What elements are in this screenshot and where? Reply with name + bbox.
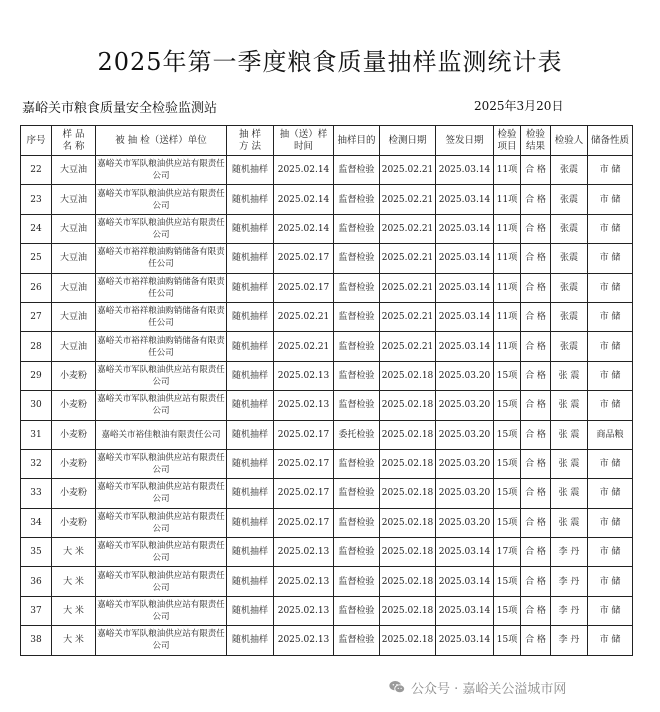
seq-cell: 37 [21, 596, 52, 625]
storage-cell: 市 储 [588, 332, 633, 361]
table-row [21, 596, 633, 625]
items-cell: 11项 [494, 214, 521, 243]
storage-cell: 市 储 [588, 508, 633, 537]
sample-time-cell: 2025.02.21 [274, 302, 334, 331]
purpose-cell: 监督检验 [334, 449, 380, 478]
wechat-icon [388, 678, 406, 696]
method-cell: 随机抽样 [227, 214, 274, 243]
test-date-cell: 2025.02.21 [380, 273, 436, 302]
result-cell: 合 格 [521, 538, 551, 567]
purpose-cell: 委托检验 [334, 420, 380, 449]
result-cell: 合 格 [521, 273, 551, 302]
purpose-cell: 监督检验 [334, 302, 380, 331]
result-cell: 合 格 [521, 626, 551, 655]
inspector-cell: 张震 [551, 244, 588, 273]
purpose-cell: 监督检验 [334, 479, 380, 508]
unit-cell: 嘉峪关市军队粮油供应站有限责任公司 [96, 538, 227, 567]
sample-time-cell: 2025.02.13 [274, 596, 334, 625]
method-cell: 随机抽样 [227, 449, 274, 478]
header-product [52, 126, 96, 156]
issue-date-cell: 2025.03.14 [436, 244, 494, 273]
product-cell: 小麦粉 [52, 479, 96, 508]
storage-cell: 市 储 [588, 185, 633, 214]
result-cell: 合 格 [521, 156, 551, 185]
table-row [21, 479, 633, 508]
header-method-line1: 抽 样 [238, 128, 262, 140]
inspector-cell: 张 震 [551, 449, 588, 478]
table-row [21, 273, 633, 302]
inspector-cell: 张 震 [551, 479, 588, 508]
product-cell: 大豆油 [52, 332, 96, 361]
items-cell: 15项 [494, 479, 521, 508]
header-inspector: 检验人 [551, 126, 588, 156]
sample-time-cell: 2025.02.14 [274, 214, 334, 243]
product-cell: 大豆油 [52, 302, 96, 331]
issue-date-cell: 2025.03.20 [436, 420, 494, 449]
unit-cell: 嘉峪关市裕祥粮油购销储备有限责任公司 [96, 332, 227, 361]
seq-cell: 24 [21, 214, 52, 243]
sample-time-cell: 2025.02.13 [274, 538, 334, 567]
product-cell: 大豆油 [52, 185, 96, 214]
page-title: 2025年第一季度粮食质量抽样监测统计表 [97, 48, 563, 76]
seq-cell: 33 [21, 479, 52, 508]
issue-date-cell: 2025.03.14 [436, 273, 494, 302]
unit-cell: 嘉峪关市军队粮油供应站有限责任公司 [96, 449, 227, 478]
unit-cell: 嘉峪关市军队粮油供应站有限责任公司 [96, 508, 227, 537]
storage-cell: 市 储 [588, 449, 633, 478]
test-date-cell: 2025.02.18 [380, 626, 436, 655]
items-cell: 11项 [494, 273, 521, 302]
table-row [21, 626, 633, 655]
method-cell: 随机抽样 [227, 626, 274, 655]
organization-name: 嘉峪关市粮食质量安全检验监测站 [22, 101, 218, 116]
method-cell: 随机抽样 [227, 302, 274, 331]
inspector-cell: 张 震 [551, 391, 588, 420]
header-result [521, 126, 551, 156]
method-cell: 随机抽样 [227, 538, 274, 567]
storage-cell: 市 储 [588, 567, 633, 596]
items-cell: 11项 [494, 156, 521, 185]
items-cell: 15项 [494, 420, 521, 449]
test-date-cell: 2025.02.18 [380, 449, 436, 478]
storage-cell: 市 储 [588, 596, 633, 625]
inspector-cell: 张震 [551, 273, 588, 302]
product-cell: 大豆油 [52, 156, 96, 185]
purpose-cell: 监督检验 [334, 361, 380, 390]
test-date-cell: 2025.02.18 [380, 420, 436, 449]
sample-time-cell: 2025.02.17 [274, 449, 334, 478]
header-time-line1: 抽（送）样 [279, 128, 328, 140]
method-cell: 随机抽样 [227, 273, 274, 302]
inspector-cell: 张 震 [551, 361, 588, 390]
table-row [21, 361, 633, 390]
method-cell: 随机抽样 [227, 391, 274, 420]
table-row [21, 185, 633, 214]
table-row [21, 156, 633, 185]
purpose-cell: 监督检验 [334, 567, 380, 596]
inspector-cell: 张 震 [551, 420, 588, 449]
storage-cell: 市 储 [588, 302, 633, 331]
header-sample-time [274, 126, 334, 156]
table-row [21, 449, 633, 478]
method-cell: 随机抽样 [227, 156, 274, 185]
table-row [21, 567, 633, 596]
header-purpose: 抽样目的 [334, 126, 380, 156]
storage-cell: 商品粮 [588, 420, 633, 449]
header-product-line1: 样 品 [62, 128, 85, 140]
method-cell: 随机抽样 [227, 479, 274, 508]
items-cell: 15项 [494, 596, 521, 625]
unit-cell: 嘉峪关市军队粮油供应站有限责任公司 [96, 185, 227, 214]
issue-date-cell: 2025.03.14 [436, 185, 494, 214]
issue-date-cell: 2025.03.20 [436, 479, 494, 508]
items-cell: 15项 [494, 508, 521, 537]
method-cell: 随机抽样 [227, 244, 274, 273]
test-date-cell: 2025.02.18 [380, 361, 436, 390]
report-date: 2025年3月20日 [474, 99, 564, 113]
unit-cell: 嘉峪关市军队粮油供应站有限责任公司 [96, 479, 227, 508]
product-cell: 大豆油 [52, 244, 96, 273]
sample-time-cell: 2025.02.13 [274, 391, 334, 420]
seq-cell: 23 [21, 185, 52, 214]
product-cell: 大 米 [52, 626, 96, 655]
unit-cell: 嘉峪关市军队粮油供应站有限责任公司 [96, 361, 227, 390]
unit-cell: 嘉峪关市裕佳粮油有限责任公司 [96, 420, 227, 449]
issue-date-cell: 2025.03.14 [436, 332, 494, 361]
header-issue-date: 签发日期 [436, 126, 494, 156]
items-cell: 11项 [494, 302, 521, 331]
inspector-cell: 张震 [551, 185, 588, 214]
table-row [21, 244, 633, 273]
method-cell: 随机抽样 [227, 332, 274, 361]
purpose-cell: 监督检验 [334, 214, 380, 243]
test-date-cell: 2025.02.18 [380, 391, 436, 420]
purpose-cell: 监督检验 [334, 244, 380, 273]
test-date-cell: 2025.02.18 [380, 538, 436, 567]
table-row [21, 391, 633, 420]
issue-date-cell: 2025.03.14 [436, 302, 494, 331]
watermark [388, 676, 566, 698]
method-cell: 随机抽样 [227, 567, 274, 596]
result-cell: 合 格 [521, 596, 551, 625]
method-cell: 随机抽样 [227, 361, 274, 390]
storage-cell: 市 储 [588, 538, 633, 567]
unit-cell: 嘉峪关市军队粮油供应站有限责任公司 [96, 391, 227, 420]
seq-cell: 27 [21, 302, 52, 331]
purpose-cell: 监督检验 [334, 273, 380, 302]
seq-cell: 32 [21, 449, 52, 478]
test-date-cell: 2025.02.21 [380, 156, 436, 185]
product-cell: 大 米 [52, 538, 96, 567]
issue-date-cell: 2025.03.14 [436, 214, 494, 243]
result-cell: 合 格 [521, 332, 551, 361]
items-cell: 15项 [494, 361, 521, 390]
test-date-cell: 2025.02.21 [380, 214, 436, 243]
header-test-date: 检测日期 [380, 126, 436, 156]
result-cell: 合 格 [521, 214, 551, 243]
result-cell: 合 格 [521, 391, 551, 420]
items-cell: 15项 [494, 391, 521, 420]
product-cell: 大 米 [52, 596, 96, 625]
seq-cell: 30 [21, 391, 52, 420]
table-row [21, 302, 633, 331]
seq-cell: 22 [21, 156, 52, 185]
storage-cell: 市 储 [588, 391, 633, 420]
sample-time-cell: 2025.02.13 [274, 361, 334, 390]
sample-time-cell: 2025.02.17 [274, 479, 334, 508]
result-cell: 合 格 [521, 508, 551, 537]
items-cell: 15项 [494, 626, 521, 655]
product-cell: 小麦粉 [52, 361, 96, 390]
test-date-cell: 2025.02.21 [380, 244, 436, 273]
header-items-line1: 检验 [497, 128, 517, 140]
sample-time-cell: 2025.02.17 [274, 508, 334, 537]
table-row [21, 508, 633, 537]
test-date-cell: 2025.02.18 [380, 479, 436, 508]
test-date-cell: 2025.02.21 [380, 332, 436, 361]
inspector-cell: 李 丹 [551, 538, 588, 567]
unit-cell: 嘉峪关市军队粮油供应站有限责任公司 [96, 626, 227, 655]
issue-date-cell: 2025.03.20 [436, 361, 494, 390]
sample-time-cell: 2025.02.14 [274, 156, 334, 185]
product-cell: 小麦粉 [52, 449, 96, 478]
purpose-cell: 监督检验 [334, 508, 380, 537]
items-cell: 15项 [494, 449, 521, 478]
inspector-cell: 张震 [551, 332, 588, 361]
header-time-line2: 时间 [293, 140, 313, 152]
test-date-cell: 2025.02.18 [380, 567, 436, 596]
seq-cell: 34 [21, 508, 52, 537]
purpose-cell: 监督检验 [334, 626, 380, 655]
method-cell: 随机抽样 [227, 185, 274, 214]
header-seq: 序号 [21, 126, 52, 156]
purpose-cell: 监督检验 [334, 185, 380, 214]
sample-time-cell: 2025.02.13 [274, 567, 334, 596]
product-cell: 大 米 [52, 567, 96, 596]
purpose-cell: 监督检验 [334, 596, 380, 625]
inspector-cell: 张震 [551, 302, 588, 331]
unit-cell: 嘉峪关市军队粮油供应站有限责任公司 [96, 596, 227, 625]
unit-cell: 嘉峪关市军队粮油供应站有限责任公司 [96, 567, 227, 596]
storage-cell: 市 储 [588, 156, 633, 185]
header-method [227, 126, 274, 156]
header-unit: 被 抽 检（送样）单位 [96, 126, 227, 156]
seq-cell: 31 [21, 420, 52, 449]
statistics-table [20, 125, 633, 656]
test-date-cell: 2025.02.18 [380, 508, 436, 537]
inspector-cell: 李 丹 [551, 626, 588, 655]
result-cell: 合 格 [521, 361, 551, 390]
method-cell: 随机抽样 [227, 420, 274, 449]
inspector-cell: 张震 [551, 156, 588, 185]
seq-cell: 26 [21, 273, 52, 302]
unit-cell: 嘉峪关市裕祥粮油购销储备有限责任公司 [96, 244, 227, 273]
items-cell: 11项 [494, 244, 521, 273]
seq-cell: 36 [21, 567, 52, 596]
method-cell: 随机抽样 [227, 508, 274, 537]
storage-cell: 市 储 [588, 361, 633, 390]
product-cell: 小麦粉 [52, 391, 96, 420]
table-row [21, 420, 633, 449]
result-cell: 合 格 [521, 420, 551, 449]
purpose-cell: 监督检验 [334, 156, 380, 185]
watermark-text: 公众号 · 嘉峪关公溢城市网 [411, 681, 567, 697]
unit-cell: 嘉峪关市军队粮油供应站有限责任公司 [96, 214, 227, 243]
result-cell: 合 格 [521, 449, 551, 478]
unit-cell: 嘉峪关市裕祥粮油购销储备有限责任公司 [96, 302, 227, 331]
storage-cell: 市 储 [588, 214, 633, 243]
seq-cell: 38 [21, 626, 52, 655]
issue-date-cell: 2025.03.14 [436, 626, 494, 655]
issue-date-cell: 2025.03.14 [436, 567, 494, 596]
issue-date-cell: 2025.03.20 [436, 449, 494, 478]
result-cell: 合 格 [521, 185, 551, 214]
product-cell: 小麦粉 [52, 420, 96, 449]
header-items [494, 126, 521, 156]
seq-cell: 35 [21, 538, 52, 567]
header-items-line2: 项目 [497, 140, 517, 152]
sample-time-cell: 2025.02.17 [274, 273, 334, 302]
issue-date-cell: 2025.03.14 [436, 538, 494, 567]
seq-cell: 29 [21, 361, 52, 390]
items-cell: 11项 [494, 332, 521, 361]
sample-time-cell: 2025.02.17 [274, 420, 334, 449]
issue-date-cell: 2025.03.20 [436, 391, 494, 420]
items-cell: 15项 [494, 567, 521, 596]
table-row [21, 214, 633, 243]
header-method-line2: 方 法 [238, 140, 262, 152]
storage-cell: 市 储 [588, 244, 633, 273]
table-body [21, 156, 633, 656]
storage-cell: 市 储 [588, 479, 633, 508]
purpose-cell: 监督检验 [334, 332, 380, 361]
unit-cell: 嘉峪关市裕祥粮油购销储备有限责任公司 [96, 273, 227, 302]
sample-time-cell: 2025.02.17 [274, 244, 334, 273]
purpose-cell: 监督检验 [334, 391, 380, 420]
inspector-cell: 李 丹 [551, 596, 588, 625]
product-cell: 大豆油 [52, 214, 96, 243]
result-cell: 合 格 [521, 244, 551, 273]
table-header-row [21, 126, 633, 156]
storage-cell: 市 储 [588, 626, 633, 655]
purpose-cell: 监督检验 [334, 538, 380, 567]
table-row [21, 332, 633, 361]
header-product-line2: 名 称 [62, 140, 85, 152]
result-cell: 合 格 [521, 479, 551, 508]
inspector-cell: 张 震 [551, 508, 588, 537]
test-date-cell: 2025.02.21 [380, 302, 436, 331]
header-result-line1: 检验 [525, 128, 545, 140]
storage-cell: 市 储 [588, 273, 633, 302]
seq-cell: 28 [21, 332, 52, 361]
issue-date-cell: 2025.03.20 [436, 508, 494, 537]
test-date-cell: 2025.02.18 [380, 596, 436, 625]
header-result-line2: 结果 [525, 140, 545, 152]
issue-date-cell: 2025.03.14 [436, 596, 494, 625]
table-row [21, 538, 633, 567]
seq-cell: 25 [21, 244, 52, 273]
inspector-cell: 张震 [551, 214, 588, 243]
result-cell: 合 格 [521, 302, 551, 331]
sample-time-cell: 2025.02.13 [274, 626, 334, 655]
product-cell: 小麦粉 [52, 508, 96, 537]
sample-time-cell: 2025.02.21 [274, 332, 334, 361]
sample-time-cell: 2025.02.14 [274, 185, 334, 214]
result-cell: 合 格 [521, 567, 551, 596]
header-storage: 储备性质 [588, 126, 633, 156]
method-cell: 随机抽样 [227, 596, 274, 625]
product-cell: 大豆油 [52, 273, 96, 302]
items-cell: 11项 [494, 185, 521, 214]
unit-cell: 嘉峪关市军队粮油供应站有限责任公司 [96, 156, 227, 185]
issue-date-cell: 2025.03.14 [436, 156, 494, 185]
items-cell: 17项 [494, 538, 521, 567]
test-date-cell: 2025.02.21 [380, 185, 436, 214]
inspector-cell: 李 丹 [551, 567, 588, 596]
